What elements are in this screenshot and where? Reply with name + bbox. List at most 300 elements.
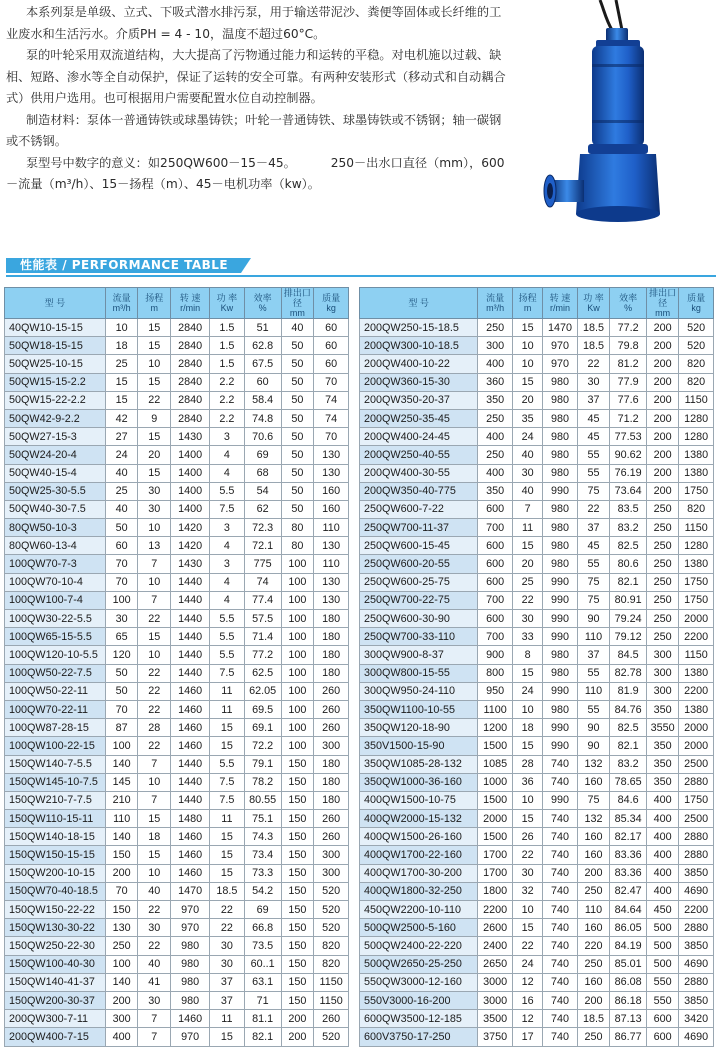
table-row [360, 700, 714, 718]
cell-speed: 740 [543, 773, 578, 791]
cell-speed: 980 [543, 537, 578, 555]
cell-power: 5.5 [210, 482, 245, 500]
table-row [5, 937, 349, 955]
cell-speed: 2840 [171, 409, 210, 427]
table-body-left [5, 319, 349, 1047]
cell-head: 9 [138, 409, 171, 427]
cell-model: 250QW700-11-37 [360, 519, 478, 537]
table-row [5, 846, 349, 864]
cell-efficiency: 86.18 [610, 991, 647, 1009]
cell-speed: 1440 [171, 646, 210, 664]
cell-power: 90 [577, 737, 609, 755]
cell-weight: 180 [314, 610, 349, 628]
cell-power: 15 [210, 828, 245, 846]
cell-flow: 100 [105, 591, 138, 609]
cell-outlet: 600 [646, 1028, 678, 1046]
cell-model: 100QW70-7-3 [5, 555, 106, 573]
cell-outlet: 50 [281, 355, 314, 373]
cell-weight: 1280 [679, 537, 714, 555]
cell-model: 50QW25-10-15 [5, 355, 106, 373]
cell-efficiency: 72.2 [244, 737, 281, 755]
cell-outlet: 550 [646, 991, 678, 1009]
intro-text [6, 2, 506, 196]
table-row [5, 828, 349, 846]
cell-efficiency: 74.8 [244, 409, 281, 427]
cell-outlet: 100 [281, 555, 314, 573]
cell-flow: 18 [105, 337, 138, 355]
table-row [360, 610, 714, 628]
section-title-en: PERFORMANCE TABLE [71, 258, 229, 272]
cell-power: 5.5 [210, 610, 245, 628]
cell-flow: 200 [105, 991, 138, 1009]
cell-flow: 100 [105, 955, 138, 973]
cell-power: 30 [210, 937, 245, 955]
cell-head: 15 [138, 464, 171, 482]
cell-efficiency: 54.2 [244, 882, 281, 900]
cell-model: 350QW1085-28-132 [360, 755, 478, 773]
cell-model: 200QW250-15-18.5 [360, 319, 478, 337]
cell-model: 50QW15-15-2.2 [5, 373, 106, 391]
cell-head: 36 [512, 773, 542, 791]
cell-speed: 980 [171, 991, 210, 1009]
cell-speed: 2840 [171, 391, 210, 409]
cell-flow: 400 [478, 428, 513, 446]
cell-power: 110 [577, 901, 609, 919]
cell-outlet: 80 [281, 537, 314, 555]
cell-flow: 50 [105, 519, 138, 537]
cell-speed: 1440 [171, 664, 210, 682]
cell-flow: 350 [478, 482, 513, 500]
cell-flow: 140 [105, 973, 138, 991]
cell-weight: 130 [314, 591, 349, 609]
cell-efficiency: 74 [244, 573, 281, 591]
table-row [5, 700, 349, 718]
cell-speed: 990 [543, 482, 578, 500]
cell-speed: 980 [171, 973, 210, 991]
cell-efficiency: 69 [244, 901, 281, 919]
cell-speed: 2840 [171, 319, 210, 337]
cell-outlet: 450 [646, 901, 678, 919]
cell-outlet: 200 [281, 1010, 314, 1028]
cell-outlet: 100 [281, 682, 314, 700]
cell-efficiency: 73.64 [610, 482, 647, 500]
cell-outlet: 550 [646, 973, 678, 991]
cell-speed: 980 [543, 391, 578, 409]
cell-flow: 42 [105, 409, 138, 427]
cell-weight: 2200 [679, 682, 714, 700]
cell-power: 37 [210, 991, 245, 1009]
col-speed: 转 速 r/min [543, 288, 578, 319]
cell-head: 15 [512, 664, 542, 682]
cell-head: 10 [512, 700, 542, 718]
cell-weight: 520 [679, 319, 714, 337]
cell-model: 350QW1100-10-55 [360, 700, 478, 718]
cell-head: 15 [138, 337, 171, 355]
cell-power: 5.5 [210, 628, 245, 646]
cell-flow: 250 [478, 446, 513, 464]
cell-speed: 1460 [171, 719, 210, 737]
cell-efficiency: 73.3 [244, 864, 281, 882]
cell-speed: 1440 [171, 755, 210, 773]
cell-weight: 2880 [679, 846, 714, 864]
section-title-separator: / [57, 258, 72, 272]
cell-outlet: 100 [281, 700, 314, 718]
cell-weight: 1150 [314, 991, 349, 1009]
cell-speed: 740 [543, 955, 578, 973]
cell-flow: 350 [478, 391, 513, 409]
cell-efficiency: 67.5 [244, 355, 281, 373]
cell-outlet: 100 [281, 591, 314, 609]
cell-model: 50QW15-22-2.2 [5, 391, 106, 409]
table-row [360, 719, 714, 737]
cell-head: 13 [138, 537, 171, 555]
cell-outlet: 150 [281, 882, 314, 900]
table-row [5, 682, 349, 700]
cell-weight: 1380 [679, 555, 714, 573]
cell-power: 55 [577, 700, 609, 718]
cell-model: 250QW700-22-75 [360, 591, 478, 609]
cell-efficiency: 62.5 [244, 664, 281, 682]
cell-head: 12 [512, 1010, 542, 1028]
cell-efficiency: 78.2 [244, 773, 281, 791]
table-row [360, 791, 714, 809]
cell-power: 75 [577, 482, 609, 500]
cell-model: 150QW250-22-30 [5, 937, 106, 955]
cell-efficiency: 77.2 [244, 646, 281, 664]
cell-weight: 260 [314, 700, 349, 718]
cell-flow: 50 [105, 664, 138, 682]
cell-model: 150QW140-7-5.5 [5, 755, 106, 773]
cell-efficiency: 80.6 [610, 555, 647, 573]
cell-weight: 130 [314, 537, 349, 555]
cell-weight: 70 [314, 373, 349, 391]
cell-efficiency: 78.65 [610, 773, 647, 791]
cell-weight: 1150 [679, 519, 714, 537]
cell-efficiency: 79.8 [610, 337, 647, 355]
cell-head: 22 [138, 682, 171, 700]
table-row [360, 391, 714, 409]
cell-power: 132 [577, 755, 609, 773]
cell-power: 37 [210, 973, 245, 991]
cell-weight: 110 [314, 519, 349, 537]
cell-power: 22 [210, 901, 245, 919]
cell-model: 50QW40-15-4 [5, 464, 106, 482]
cell-power: 160 [577, 828, 609, 846]
cell-flow: 700 [478, 519, 513, 537]
cell-head: 11 [512, 519, 542, 537]
cell-model: 200QW300-7-11 [5, 1010, 106, 1028]
table-row [5, 791, 349, 809]
cell-flow: 3000 [478, 991, 513, 1009]
cell-speed: 1440 [171, 628, 210, 646]
performance-table-right [359, 287, 714, 1047]
cell-flow: 210 [105, 791, 138, 809]
col-power: 功 率 Kw [210, 288, 245, 319]
cell-efficiency: 62.05 [244, 682, 281, 700]
intro-model-example: 泵型号中数字的意义：如250QW600－15－45。 [26, 155, 296, 170]
cell-efficiency: 84.5 [610, 646, 647, 664]
cell-speed: 1400 [171, 500, 210, 518]
cell-weight: 160 [314, 482, 349, 500]
cell-efficiency: 82.5 [610, 537, 647, 555]
section-title-cn: 性能表 [20, 258, 58, 272]
cell-head: 30 [138, 500, 171, 518]
cell-outlet: 400 [646, 864, 678, 882]
cell-head: 28 [512, 755, 542, 773]
cell-speed: 990 [543, 719, 578, 737]
cell-weight: 1150 [679, 646, 714, 664]
cell-power: 18.5 [577, 319, 609, 337]
cell-weight: 4690 [679, 1028, 714, 1046]
cell-weight: 130 [314, 464, 349, 482]
cell-speed: 980 [171, 955, 210, 973]
cell-model: 600V3750-17-250 [360, 1028, 478, 1046]
cell-weight: 820 [314, 937, 349, 955]
cell-model: 100QW120-10-5.5 [5, 646, 106, 664]
cell-speed: 980 [543, 700, 578, 718]
cell-power: 7.5 [210, 773, 245, 791]
cell-power: 11 [210, 700, 245, 718]
cell-model: 500QW2650-25-250 [360, 955, 478, 973]
cell-power: 15 [210, 737, 245, 755]
cell-flow: 600 [478, 537, 513, 555]
cell-efficiency: 84.76 [610, 700, 647, 718]
cell-efficiency: 60 [244, 373, 281, 391]
cell-power: 1.5 [210, 319, 245, 337]
cell-weight: 300 [314, 846, 349, 864]
cell-power: 30 [577, 373, 609, 391]
cell-head: 10 [512, 901, 542, 919]
cell-efficiency: 77.6 [610, 391, 647, 409]
cell-outlet: 100 [281, 573, 314, 591]
cell-speed: 980 [543, 409, 578, 427]
cell-model: 250QW600-30-90 [360, 610, 478, 628]
cell-efficiency: 84.6 [610, 791, 647, 809]
cell-model: 150QW140-18-15 [5, 828, 106, 846]
cell-flow: 25 [105, 355, 138, 373]
table-row [360, 337, 714, 355]
cell-outlet: 250 [646, 573, 678, 591]
cell-speed: 1460 [171, 828, 210, 846]
table-row [360, 591, 714, 609]
cell-power: 15 [210, 1028, 245, 1046]
cell-efficiency: 82.5 [610, 719, 647, 737]
cell-head: 7 [138, 755, 171, 773]
cell-efficiency: 72.1 [244, 537, 281, 555]
cell-head: 35 [512, 409, 542, 427]
cell-outlet: 50 [281, 337, 314, 355]
table-row [360, 537, 714, 555]
cell-flow: 120 [105, 646, 138, 664]
cell-weight: 160 [314, 500, 349, 518]
intro-paragraph-4 [6, 153, 506, 196]
cell-outlet: 250 [646, 500, 678, 518]
table-row [360, 1028, 714, 1046]
cell-power: 110 [577, 628, 609, 646]
cell-speed: 980 [543, 464, 578, 482]
cell-model: 200QW360-15-30 [360, 373, 478, 391]
cell-model: 100QW50-22-7.5 [5, 664, 106, 682]
table-row [360, 682, 714, 700]
cell-power: 4 [210, 464, 245, 482]
cell-flow: 950 [478, 682, 513, 700]
cell-outlet: 250 [646, 537, 678, 555]
cell-power: 4 [210, 591, 245, 609]
cell-weight: 2200 [679, 628, 714, 646]
cell-head: 20 [512, 555, 542, 573]
cell-weight: 3850 [679, 937, 714, 955]
cell-flow: 300 [478, 337, 513, 355]
cell-weight: 1380 [679, 700, 714, 718]
col-efficiency: 效率 % [244, 288, 281, 319]
cell-efficiency: 70.6 [244, 428, 281, 446]
cell-flow: 70 [105, 555, 138, 573]
cell-speed: 980 [543, 555, 578, 573]
cell-flow: 200 [105, 864, 138, 882]
cell-weight: 2880 [679, 919, 714, 937]
cell-power: 200 [577, 864, 609, 882]
cell-head: 22 [138, 664, 171, 682]
cell-model: 200QW350-40-775 [360, 482, 478, 500]
cell-head: 10 [138, 646, 171, 664]
cell-speed: 740 [543, 901, 578, 919]
cell-model: 250QW600-20-55 [360, 555, 478, 573]
cell-flow: 70 [105, 700, 138, 718]
table-header-row [360, 288, 714, 319]
cell-efficiency: 86.77 [610, 1028, 647, 1046]
cell-efficiency: 72.3 [244, 519, 281, 537]
cell-outlet: 200 [646, 337, 678, 355]
cell-model: 250QW700-33-110 [360, 628, 478, 646]
cell-model: 100QW100-7-4 [5, 591, 106, 609]
cell-outlet: 150 [281, 810, 314, 828]
cell-speed: 990 [543, 628, 578, 646]
cell-flow: 1500 [478, 828, 513, 846]
cell-power: 3 [210, 555, 245, 573]
cell-efficiency: 81.9 [610, 682, 647, 700]
cell-outlet: 500 [646, 937, 678, 955]
cell-power: 200 [577, 991, 609, 1009]
cell-outlet: 300 [646, 664, 678, 682]
cell-outlet: 400 [646, 810, 678, 828]
cell-model: 150QW200-30-37 [5, 991, 106, 1009]
cell-power: 22 [577, 500, 609, 518]
cell-head: 25 [512, 573, 542, 591]
cell-power: 1.5 [210, 337, 245, 355]
cell-model: 400QW1500-26-160 [360, 828, 478, 846]
cell-outlet: 200 [646, 355, 678, 373]
cell-model: 400QW1700-30-200 [360, 864, 478, 882]
cell-efficiency: 79.12 [610, 628, 647, 646]
cell-power: 250 [577, 882, 609, 900]
cell-flow: 250 [478, 319, 513, 337]
cell-speed: 1470 [543, 319, 578, 337]
cell-head: 18 [512, 719, 542, 737]
cell-weight: 1750 [679, 591, 714, 609]
cell-speed: 1460 [171, 737, 210, 755]
cell-speed: 1420 [171, 537, 210, 555]
table-row [5, 537, 349, 555]
cell-weight: 74 [314, 409, 349, 427]
cell-efficiency: 69 [244, 446, 281, 464]
cell-model: 350QW1000-36-160 [360, 773, 478, 791]
cell-head: 7 [138, 555, 171, 573]
cell-weight: 300 [314, 864, 349, 882]
cell-speed: 1420 [171, 519, 210, 537]
cell-model: 200QW300-10-18.5 [360, 337, 478, 355]
cell-power: 15 [210, 719, 245, 737]
cell-head: 22 [512, 591, 542, 609]
cell-weight: 520 [314, 901, 349, 919]
cell-speed: 990 [543, 682, 578, 700]
cell-weight: 130 [314, 573, 349, 591]
cell-speed: 980 [543, 646, 578, 664]
cell-speed: 970 [171, 901, 210, 919]
table-row [5, 901, 349, 919]
cell-weight: 260 [314, 828, 349, 846]
cell-outlet: 400 [646, 791, 678, 809]
cell-head: 20 [138, 446, 171, 464]
cell-head: 12 [512, 973, 542, 991]
cell-outlet: 200 [646, 391, 678, 409]
cell-power: 55 [577, 446, 609, 464]
cell-weight: 520 [314, 882, 349, 900]
cell-power: 18.5 [210, 882, 245, 900]
cell-head: 40 [512, 482, 542, 500]
cell-flow: 700 [478, 591, 513, 609]
cell-head: 40 [512, 446, 542, 464]
cell-efficiency: 83.5 [610, 500, 647, 518]
cell-model: 550QW3000-12-160 [360, 973, 478, 991]
cell-outlet: 50 [281, 428, 314, 446]
cell-power: 2.2 [210, 373, 245, 391]
cell-weight: 1750 [679, 791, 714, 809]
cell-efficiency: 87.13 [610, 1010, 647, 1028]
cell-head: 24 [512, 955, 542, 973]
cell-outlet: 100 [281, 737, 314, 755]
cell-outlet: 400 [646, 882, 678, 900]
cell-flow: 400 [478, 355, 513, 373]
cell-power: 55 [577, 555, 609, 573]
cell-weight: 4690 [679, 882, 714, 900]
cell-model: 150QW145-10-7.5 [5, 773, 106, 791]
table-row [360, 428, 714, 446]
cell-power: 3 [210, 428, 245, 446]
cell-efficiency: 75.1 [244, 810, 281, 828]
cell-speed: 740 [543, 919, 578, 937]
cell-model: 500QW2500-5-160 [360, 919, 478, 937]
cell-outlet: 50 [281, 482, 314, 500]
cell-outlet: 350 [646, 700, 678, 718]
cell-flow: 145 [105, 773, 138, 791]
cell-speed: 980 [543, 664, 578, 682]
cell-head: 32 [512, 882, 542, 900]
cell-outlet: 100 [281, 628, 314, 646]
cell-power: 55 [577, 464, 609, 482]
cell-efficiency: 82.1 [244, 1028, 281, 1046]
cell-flow: 360 [478, 373, 513, 391]
cell-speed: 990 [543, 737, 578, 755]
cell-power: 18.5 [577, 1010, 609, 1028]
cell-efficiency: 77.9 [610, 373, 647, 391]
cell-weight: 1280 [679, 428, 714, 446]
cell-efficiency: 54 [244, 482, 281, 500]
cell-outlet: 250 [646, 555, 678, 573]
table-row [5, 482, 349, 500]
cell-model: 500QW2400-22-220 [360, 937, 478, 955]
cell-efficiency: 83.2 [610, 519, 647, 537]
cell-flow: 2600 [478, 919, 513, 937]
